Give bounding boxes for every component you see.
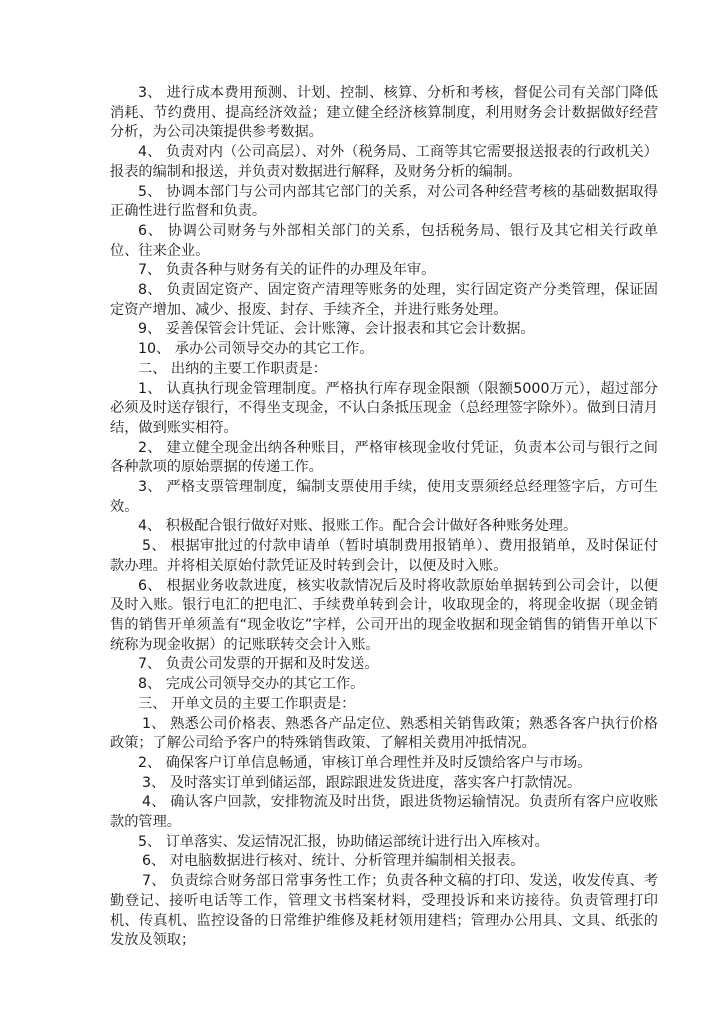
- document-body: [110, 84, 658, 951]
- paragraph-cashier-item-1: 1、 认真执行现金管理制度。严格执行库存现金限额（限额5000万元），超过部分必须及时送存银行，不得坐支现金，不认白条抵压现金（总经理签字除外）。做到日清月结，做到账实相符。: [110, 380, 658, 436]
- paragraph-cashier-item-6: 6、 根据业务收款进度，核实收款情况后及时将收款原始单据转到公司会计，以便及时入账。银行电汇的把电汇、手续费单转到会计，收取现金的，将现金收据（现金销售的销售开单须盖有“现金收讫”字样，公司开出的现金收据和现金销售的销售开单以下统称为现金收据）的记账联转交会计入账。: [110, 577, 658, 653]
- paragraph-cashier-item-3: 3、 严格支票管理制度，编制支票使用手续，使用支票须经总经理签字后，方可生效。: [110, 479, 658, 515]
- paragraph-accounting-item-4: 4、 负责对内（公司高层）、对外（税务局、工商等其它需要报送报表的行政机关）报表的编制和报送，并负责对数据进行解释，及财务分析的编制。: [110, 144, 658, 180]
- paragraph-clerk-item-2: 2、 确保客户订单信息畅通，审核订单合理性并及时反馈给客户与市场。: [138, 754, 592, 771]
- paragraph-clerk-item-1: 1、 熟悉公司价格表、熟悉各产品定位、熟悉相关销售政策；熟悉各客户执行价格政策；了解公司给予客户的特殊销售政策、了解相关费用冲抵情况。: [110, 715, 658, 752]
- section-heading-order-clerk: 三、 开单文员的主要工作职责是：: [138, 695, 356, 712]
- paragraph-accounting-item-8: 8、 负责固定资产、固定资产清理等账务的处理，实行固定资产分类管理，保证固定资产增加、减少、报废、封存、手续齐全，并进行账务处理。: [110, 282, 658, 318]
- paragraph-cashier-item-2: 2、 建立健全现金出纳各种账目，严格审核现金收付凭证，负责本公司与银行之间各种款项的原始票据的传递工作。: [110, 439, 658, 476]
- paragraph-accounting-item-5: 5、 协调本部门与公司内部其它部门的关系，对公司各种经营考核的基础数据取得正确性进行监督和负责。: [110, 183, 658, 220]
- section-heading-cashier: 二、 出纳的主要工作职责是：: [138, 360, 327, 377]
- paragraph-clerk-item-3: 3、 及时落实订单到储运部，跟踪跟进发货进度，落实客户打款情况。: [142, 774, 582, 791]
- paragraph-cashier-item-5: 5、 根据审批过的付款申请单（暂时填制费用报销单）、费用报销单，及时保证付款办理。并将相关原始付款凭证及时转到会计，以便及时入账。: [110, 538, 658, 574]
- paragraph-cashier-item-4: 4、 积极配合银行做好对账、报账工作。配合会计做好各种账务处理。: [138, 518, 578, 535]
- paragraph-clerk-item-4: 4、 确认客户回款，安排物流及时出货，跟进货物运输情况。负责所有客户应收账款的管理。: [110, 794, 658, 831]
- paragraph-accounting-item-3: 3、 进行成本费用预测、计划、控制、核算、分析和考核，督促公司有关部门降低消耗、节约费用、提高经济效益；建立健全经济核算制度，利用财务会计数据做好经营分析，为公司决策提供参考数据。: [110, 85, 658, 141]
- paragraph-clerk-item-6: 6、 对电脑数据进行核对、统计、分析管理并编制相关报表。: [142, 853, 525, 870]
- paragraph-accounting-item-9: 9、 妥善保管会计凭证、会计账簿、会计报表和其它会计数据。: [138, 321, 535, 338]
- paragraph-cashier-item-8: 8、 完成公司领导交办的其它工作。: [138, 676, 365, 693]
- paragraph-accounting-item-10: 10、 承办公司领导交办的其它工作。: [138, 341, 374, 358]
- paragraph-cashier-item-7: 7、 负责公司发票的开据和及时发送。: [138, 656, 379, 673]
- paragraph-accounting-item-6: 6、 协调公司财务与外部相关部门的关系，包括税务局、银行及其它相关行政单位、往来企业。: [110, 222, 658, 259]
- paragraph-clerk-item-7: 7、 负责综合财务部日常事务性工作；负责各种文稿的打印、发送，收发传真、考勤登记、接听电话等工作，管理文书档案材料，受理投诉和来访接待。负责管理打印机、传真机、监控设备的日常维护维修及耗材领用建档；管理办公用具、文具、纸张的发放及领取；: [110, 873, 658, 949]
- paragraph-accounting-item-7: 7、 负责各种与财务有关的证件的办理及年审。: [138, 262, 436, 279]
- paragraph-clerk-item-5: 5、 订单落实、发运情况汇报，协助储运部统计进行出入库核对。: [138, 833, 549, 850]
